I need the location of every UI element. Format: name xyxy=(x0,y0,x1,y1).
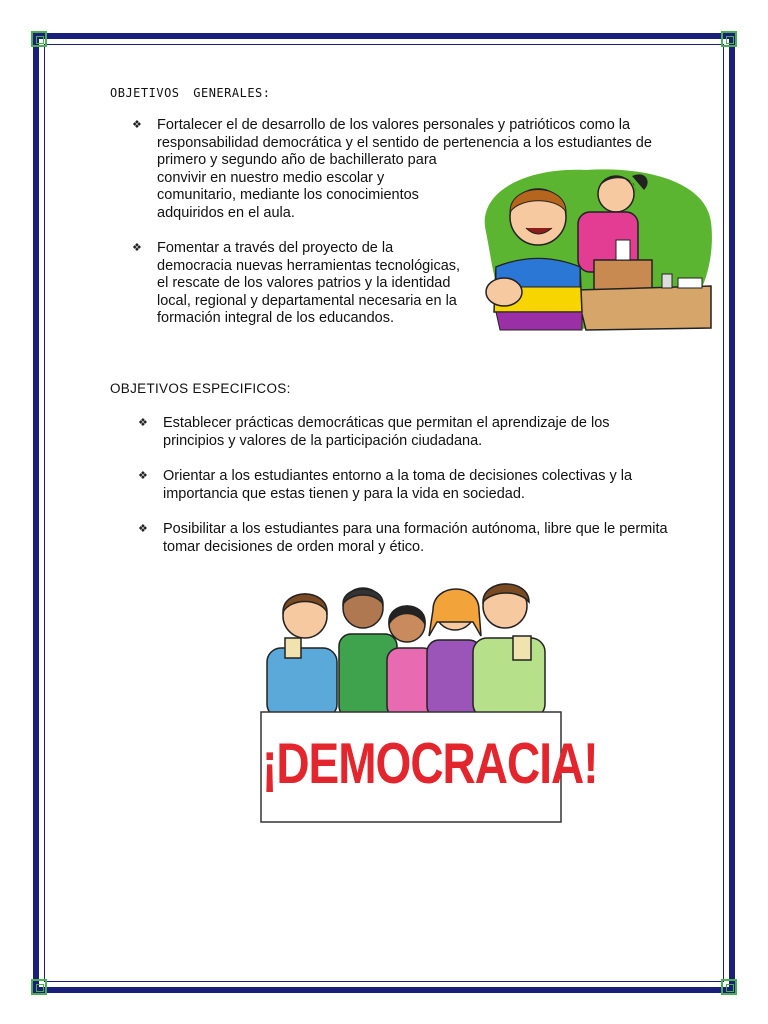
corner-ornament xyxy=(721,31,737,47)
diamond-bullet-icon: ❖ xyxy=(138,523,148,535)
list-item-text: Posibilitar a los estudiantes para una formación autónoma, libre que le permita tomar decisiones de orden moral y ético. xyxy=(163,521,668,555)
corner-ornament xyxy=(721,979,737,995)
list-item xyxy=(138,468,678,508)
diamond-bullet-icon: ❖ xyxy=(132,242,142,254)
diamond-bullet-icon: ❖ xyxy=(138,470,148,482)
list-item-text: Establecer prácticas democráticas que permitan el aprendizaje de los principios y valores de la participación ciudadana. xyxy=(163,415,610,449)
heading-objetivos-generales: OBJETIVOS GENERALES: xyxy=(110,86,271,100)
list-item xyxy=(138,521,678,561)
diamond-bullet-icon: ❖ xyxy=(138,417,148,429)
corner-ornament xyxy=(31,31,47,47)
list-item-text: Orientar a los estudiantes entorno a la toma de decisiones colectivas y la importancia que estas tienen y para la vida en sociedad. xyxy=(163,468,633,502)
democracia-sign-text: ¡DEMOCRACIA! xyxy=(262,730,598,796)
list-item xyxy=(132,240,462,335)
list-item-text: Fomentar a través del proyecto de la democracia nuevas herramientas tecnológicas, el rescate de los valores patrios y la identidad local, regional y departamental necesaria en la formación integral de los educandos. xyxy=(157,240,461,327)
heading-objetivos-especificos: OBJETIVOS ESPECIFICOS: xyxy=(110,381,291,396)
list-item xyxy=(138,415,678,455)
list-item-text: Fortalecer el de desarrollo de los valores personales y patrióticos como la responsabilidad democrática y el sentido de pertenencia a los estudiantes de primero y segundo año de bachillerato para convivir en nuestro medio escolar y comunitario, mediante los conocimientos adquiridos en el aula. xyxy=(157,117,652,221)
corner-ornament xyxy=(31,979,47,995)
diamond-bullet-icon: ❖ xyxy=(132,119,142,131)
voting-illustration xyxy=(466,162,716,334)
